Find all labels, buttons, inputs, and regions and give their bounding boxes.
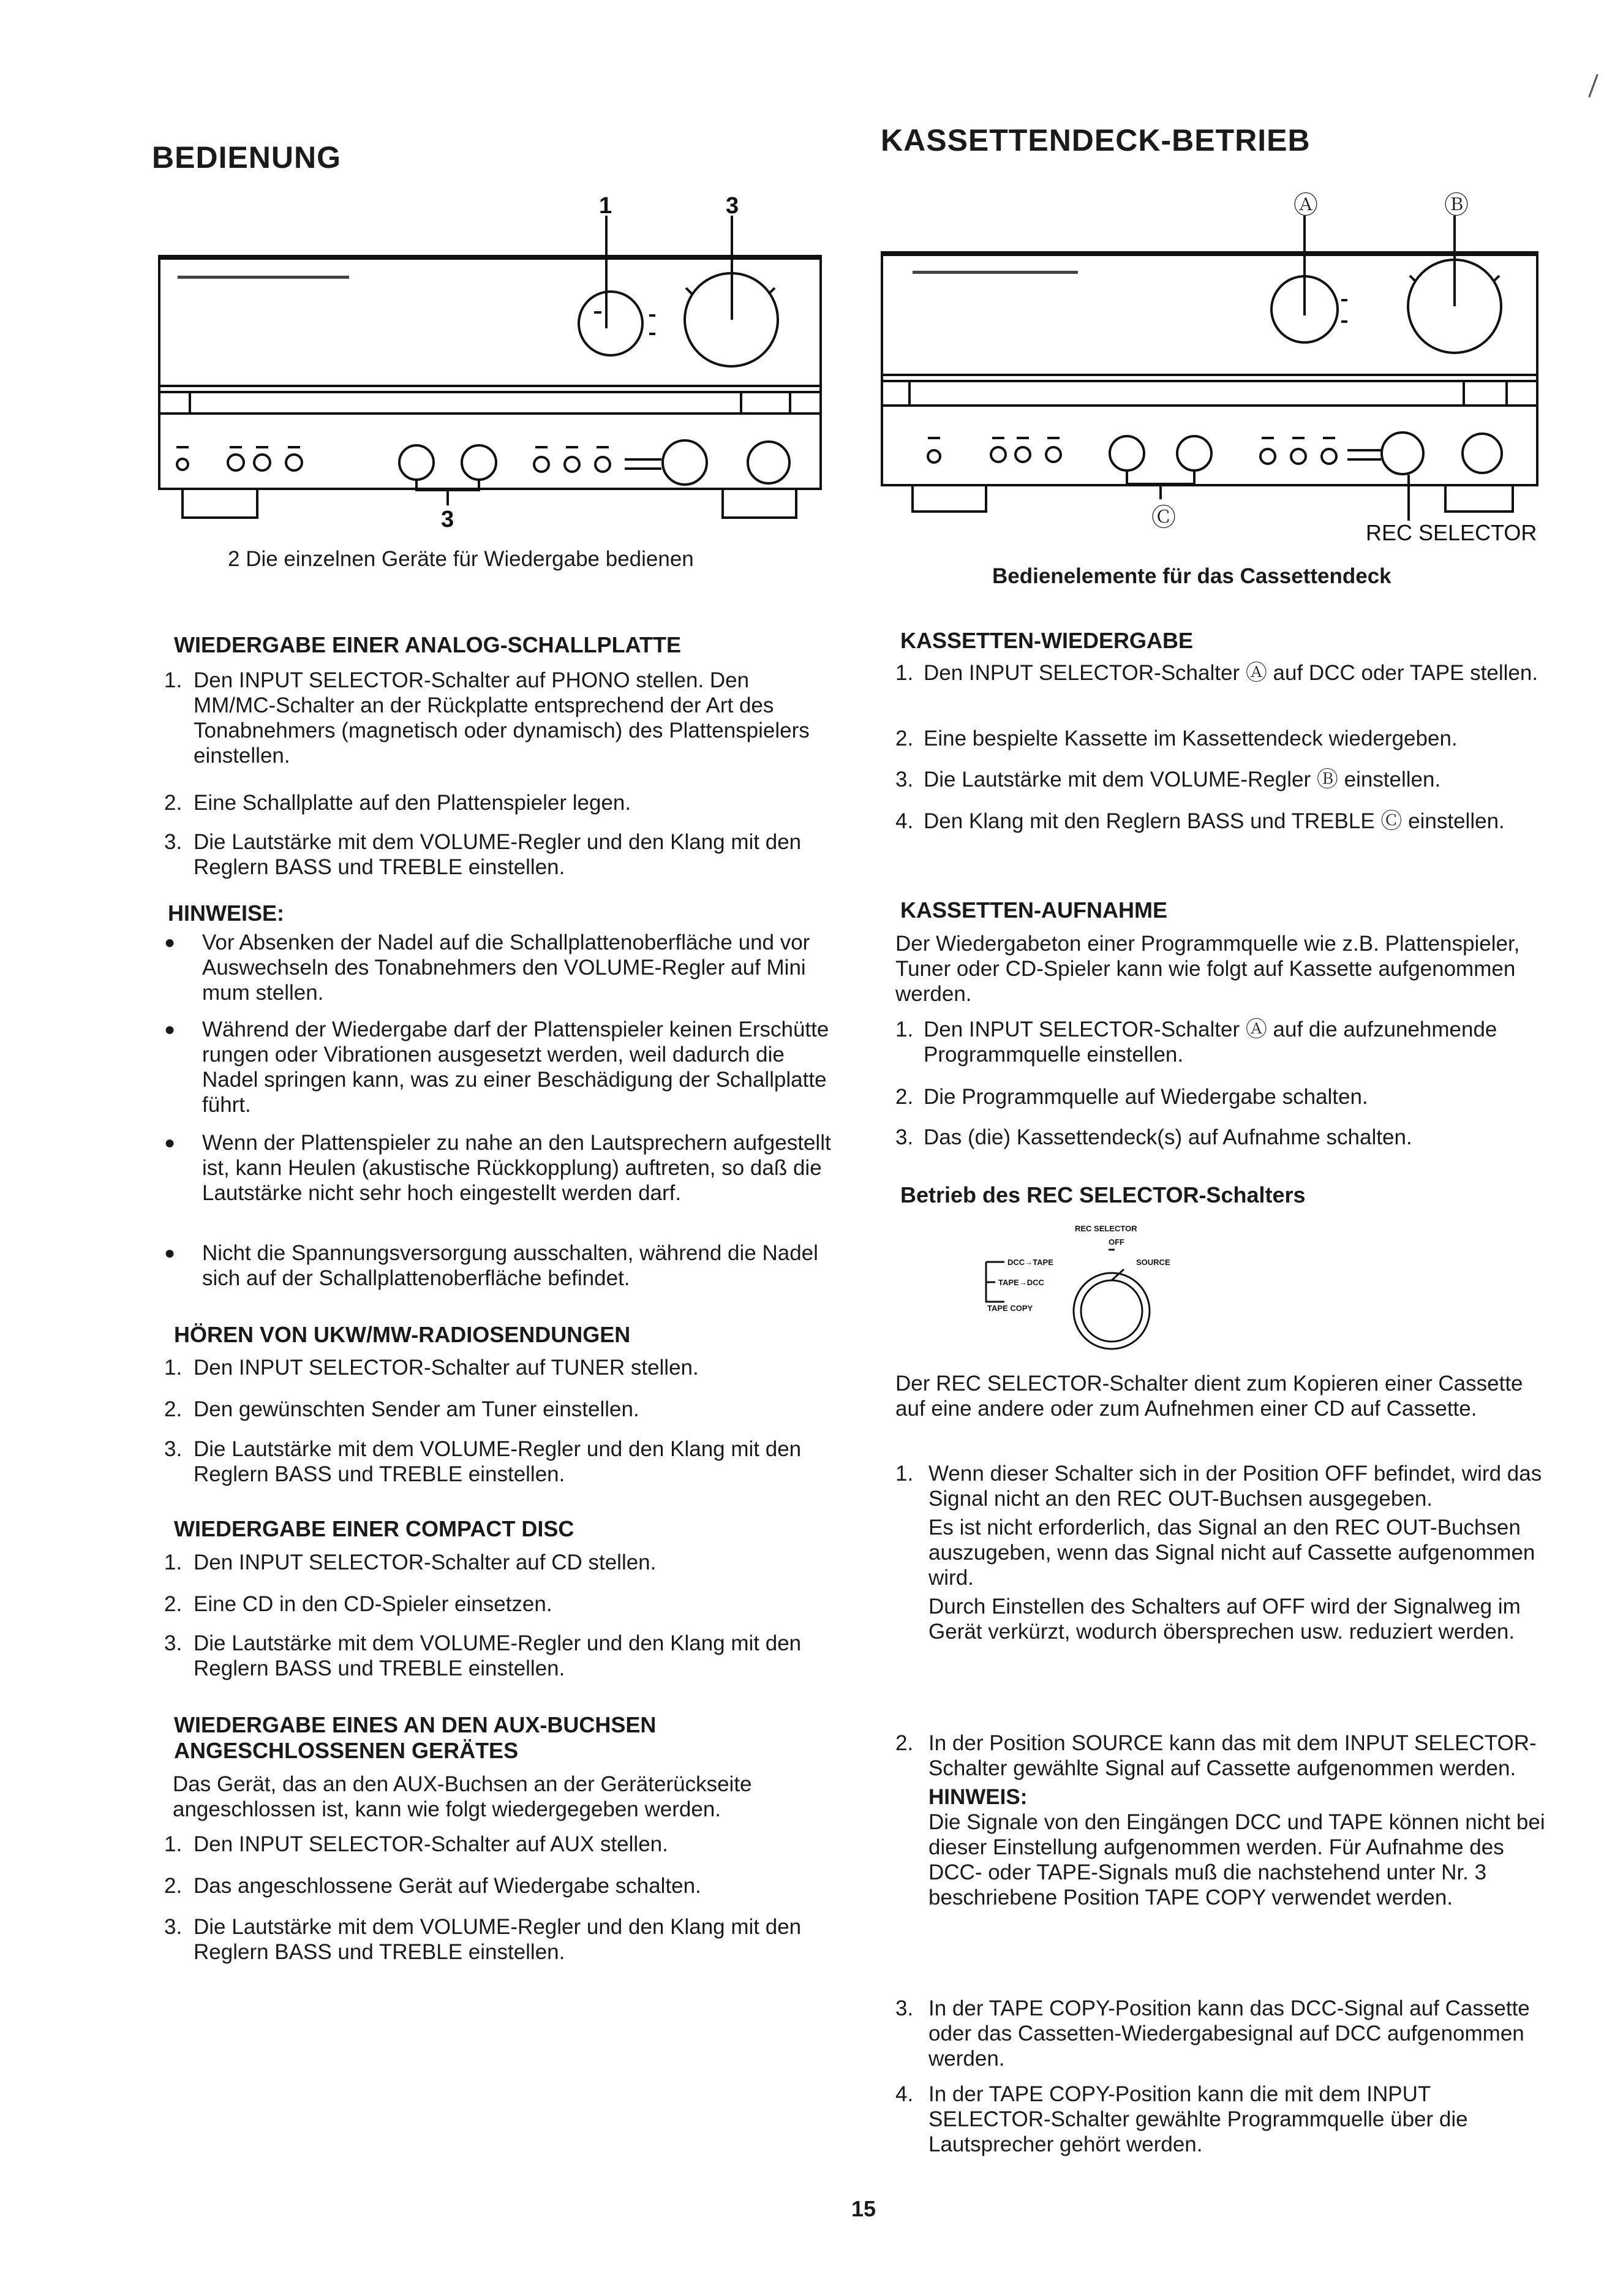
- page-number: 15: [851, 2196, 876, 2221]
- knob-off: OFF: [1109, 1237, 1124, 1247]
- right-title: KASSETTENDECK-BETRIEB: [881, 123, 1311, 157]
- rec-selector-label: REC SELECTOR: [1366, 520, 1537, 545]
- list-item: 4. In der TAPE COPY-Position kann die mit dem INPUT SELECTOR-Schalter gewählte Programmquelle über die Lautsprecher gehört werden.: [895, 2082, 1468, 2156]
- list-item: 4. Den Klang mit den Reglern BASS und TREBLE Ⓒ einstellen.: [895, 809, 1505, 833]
- knob-title: REC SELECTOR: [1075, 1224, 1137, 1233]
- knob-tape-dcc: TAPE→DCC: [998, 1278, 1044, 1287]
- list-item: 3. Die Lautstärke mit dem VOLUME-Regler und den Klang mit den Reglern BASS und TREBLE einstellen.: [164, 830, 802, 879]
- list-item: 2. Den gewünschten Sender am Tuner einstellen.: [164, 1397, 639, 1421]
- aux-intro: Das Gerät, das an den AUX-Buchsen an der Geräterückseite angeschlossen ist, kann wie folgt wiedergegeben werden.: [173, 1772, 752, 1821]
- section-heading-cd: WIEDERGABE EINER COMPACT DISC: [174, 1516, 574, 1541]
- amplifier-diagram-left: [153, 184, 833, 545]
- section-heading-radio: HÖREN VON UKW/MW-RADIOSENDUNGEN: [174, 1322, 631, 1347]
- amplifier-diagram-right: [876, 178, 1562, 557]
- bullet-item: ● Wenn der Plattenspieler zu nahe an den Lautsprechern aufgestellt ist, kann Heulen (akustische Rückkopplung) auftreten, so daß die Lautstärke nicht sehr hoch eingestellt werden darf.: [164, 1131, 831, 1205]
- list-item: 3. Die Lautstärke mit dem VOLUME-Regler und den Klang mit den Reglern BASS und TREBLE einstellen.: [164, 1437, 802, 1486]
- list-item: 1. Den INPUT SELECTOR-Schalter auf CD stellen.: [164, 1550, 657, 1574]
- diagram-label-3-bottom: 3: [441, 507, 454, 532]
- list-item: 3. Die Lautstärke mit dem VOLUME-Regler und den Klang mit den Reglern BASS und TREBLE einstellen.: [164, 1915, 802, 1964]
- list-item: 1. Wenn dieser Schalter sich in der Position OFF befindet, wird das Signal nicht an den REC OUT-Buchsen ausgegeben. Es ist nicht erforderlich, das Signal an den REC OUT-Buchsen auszugeben, wenn das Signal nicht auf Cassette aufgenommen wird. Durch Einstellen des Schalters auf OFF wird der Signalweg im Gerät verkürzt, wodurch öbersprechen usw. reduziert werden.: [895, 1462, 1542, 1644]
- diagram-label-1: 1: [599, 193, 612, 219]
- list-item: 2. Die Programmquelle auf Wiedergabe schalten.: [895, 1085, 1368, 1109]
- left-diagram-caption: 2 Die einzelnen Geräte für Wiedergabe bedienen: [228, 547, 694, 571]
- diagram-label-b: Ⓑ: [1444, 192, 1469, 219]
- list-item: 2. Eine CD in den CD-Spieler einsetzen.: [164, 1592, 552, 1616]
- list-item: 1. Den INPUT SELECTOR-Schalter auf TUNER stellen.: [164, 1356, 699, 1380]
- section-heading-aux-1: WIEDERGABE EINES AN DEN AUX-BUCHSEN: [174, 1712, 657, 1737]
- list-item: 2. Eine bespielte Kassette im Kassettendeck wiedergeben.: [895, 727, 1458, 750]
- hinweis-heading: HINWEIS:: [928, 1785, 1028, 1809]
- list-item: 3. Das (die) Kassettendeck(s) auf Aufnahme schalten.: [895, 1125, 1412, 1149]
- bullet-item: ● Während der Wiedergabe darf der Plattenspieler keinen Erschütte rungen oder Vibrationen ausgesetzt werden, weil dadurch die Nadel springen kann, was zu einer Beschädigung der Schallplatte führt.: [164, 1018, 829, 1117]
- right-diagram-caption: Bedienelemente für das Cassettendeck: [992, 564, 1391, 588]
- diagram-label-c: Ⓒ: [1151, 504, 1176, 531]
- diagram-label-a: Ⓐ: [1294, 192, 1318, 219]
- rec-selector-intro: Der REC SELECTOR-Schalter dient zum Kopieren einer Cassette auf eine andere oder zum Aufnehmen einer CD auf Cassette.: [895, 1372, 1523, 1421]
- list-item: 3. Die Lautstärke mit dem VOLUME-Regler Ⓑ einstellen.: [895, 768, 1441, 791]
- knob-tape-copy: TAPE COPY: [987, 1304, 1033, 1313]
- section-heading-kassetten-wiedergabe: KASSETTEN-WIEDERGABE: [900, 628, 1194, 653]
- list-item: 2. Das angeschlossene Gerät auf Wiedergabe schalten.: [164, 1874, 701, 1898]
- list-item: 3. Die Lautstärke mit dem VOLUME-Regler und den Klang mit den Reglern BASS und TREBLE einstellen.: [164, 1631, 802, 1680]
- left-title: BEDIENUNG: [152, 140, 342, 175]
- diagram-label-3-top: 3: [726, 193, 739, 219]
- list-item: 3. In der TAPE COPY-Position kann das DCC-Signal auf Cassette oder das Cassetten-Wiedergabesignal auf DCC aufgenommen werden.: [895, 1996, 1530, 2071]
- section-heading-rec-selector: Betrieb des REC SELECTOR-Schalters: [900, 1182, 1306, 1207]
- bullet-item: ● Vor Absenken der Nadel auf die Schallplattenoberfläche und vor Auswechseln des Tonabnehmers den VOLUME-Regler auf Mini mum stellen.: [164, 931, 810, 1005]
- bullet-item: ● Nicht die Spannungsversorgung ausschalten, während die Nadel sich auf der Schallplattenoberfläche befindet.: [164, 1241, 818, 1290]
- section-heading-kassetten-aufnahme: KASSETTEN-AUFNAHME: [900, 897, 1167, 923]
- list-item: 1. Den INPUT SELECTOR-Schalter auf PHONO stellen. Den MM/MC-Schalter an der Rückplatte entsprechend der Art des Tonabnehmers (magnetisch oder dynamisch) des Plattenspielers einstellen.: [164, 668, 810, 768]
- list-item: 2. In der Position SOURCE kann das mit dem INPUT SELECTOR-Schalter gewählte Signal auf Cassette aufgenommen werden. HINWEIS: Die Signale von den Eingängen DCC und TAPE können nicht bei dieser Einstellung aufgenommen werden. Für Aufnahme des DCC- oder TAPE-Signals muß die nachstehend unter Nr. 3 beschriebene Position TAPE COPY verwendet werden.: [895, 1731, 1548, 1910]
- scan-mark: [1588, 74, 1599, 98]
- list-item: 2. Eine Schallplatte auf den Plattenspieler legen.: [164, 791, 631, 815]
- rec-selector-knob: [980, 1219, 1213, 1363]
- section-heading-schallplatte: WIEDERGABE EINER ANALOG-SCHALLPLATTE: [174, 632, 681, 657]
- aufnahme-intro: Der Wiedergabeton einer Programmquelle wie z.B. Plattenspieler, Tuner oder CD-Spieler kann wie folgt auf Kassette aufgenommen werden.: [895, 932, 1520, 1006]
- section-heading-aux-2: ANGESCHLOSSENEN GERÄTES: [174, 1738, 519, 1763]
- knob-source: SOURCE: [1136, 1258, 1170, 1267]
- list-item: 1. Den INPUT SELECTOR-Schalter Ⓐ auf die aufzunehmende Programmquelle einstellen.: [895, 1018, 1497, 1067]
- list-item: 1. Den INPUT SELECTOR-Schalter Ⓐ auf DCC oder TAPE stellen.: [895, 661, 1538, 685]
- list-item: 1. Den INPUT SELECTOR-Schalter auf AUX stellen.: [164, 1832, 668, 1856]
- knob-dcc-tape: DCC→TAPE: [1007, 1258, 1053, 1267]
- hinweise-heading: HINWEISE:: [168, 901, 285, 926]
